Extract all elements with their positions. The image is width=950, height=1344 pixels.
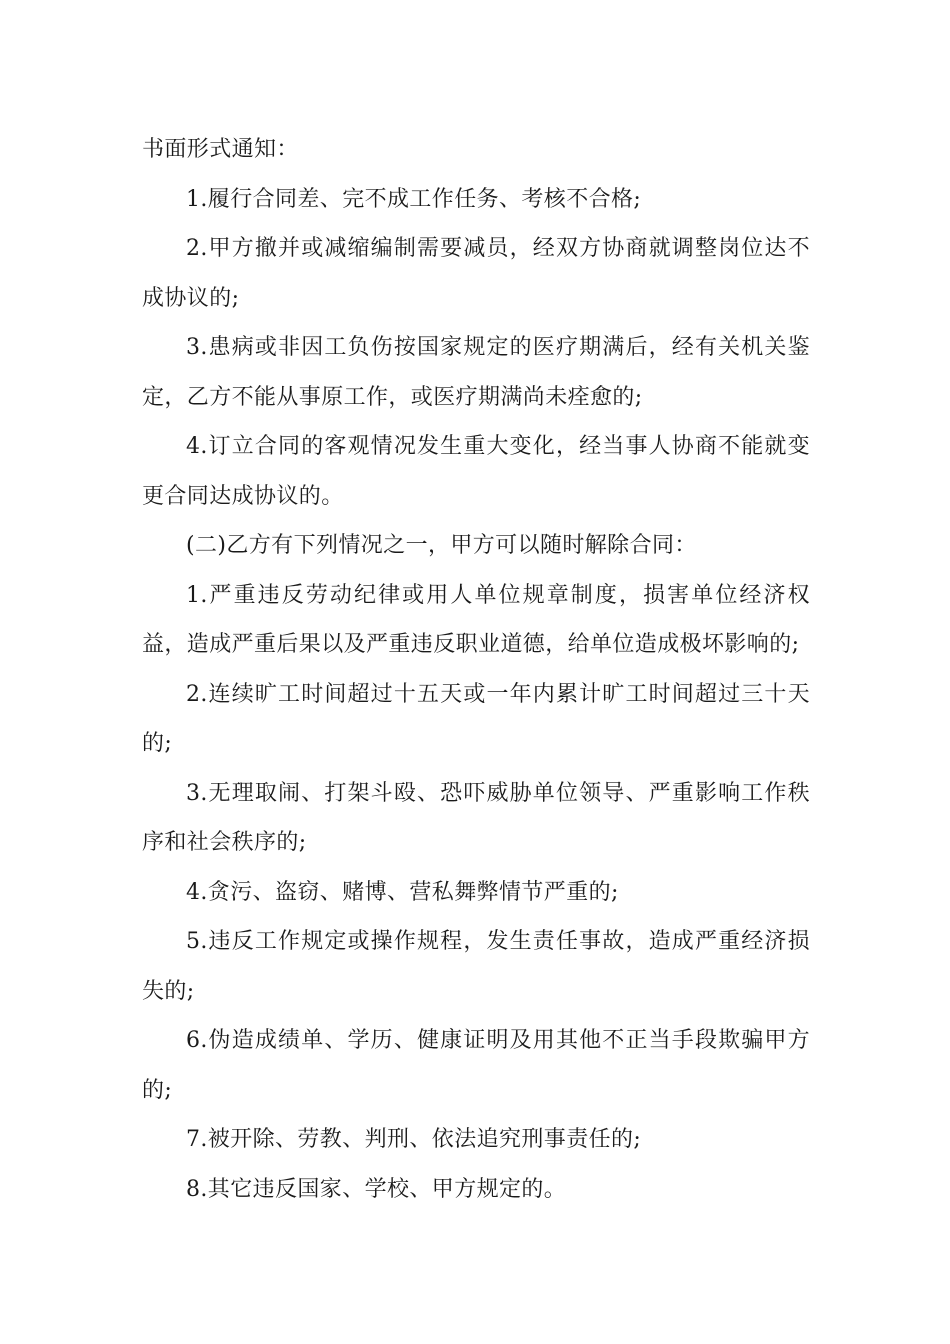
paragraph-item: 3.患病或非因工负伤按国家规定的医疗期满后，经有关机关鉴定，乙方不能从事原工作，或医疗期满尚未痊愈的; xyxy=(142,335,810,410)
paragraph-item: 5.违反工作规定或操作规程，发生责任事故，造成严重经济损失的; xyxy=(142,929,810,1004)
paragraph-item: 3.无理取闹、打架斗殴、恐吓威胁单位领导、严重影响工作秩序和社会秩序的; xyxy=(142,780,810,855)
paragraph-intro: 书面形式通知： xyxy=(142,137,299,162)
paragraph-item: 4.贪污、盗窃、赌博、营私舞弊情节严重的; xyxy=(186,879,619,905)
paragraph-item: 4.订立合同的客观情况发生重大变化，经当事人协商不能就变更合同达成协议的。 xyxy=(142,434,810,509)
document-body xyxy=(142,125,810,1214)
paragraph-item: 1.履行合同差、完不成工作任务、考核不合格; xyxy=(186,186,642,212)
paragraph-item: 2.甲方撤并或减缩编制需要减员，经双方协商就调整岗位达不成协议的; xyxy=(142,236,810,311)
paragraph-item: 1.严重违反劳动纪律或用人单位规章制度，损害单位经济权益，造成严重后果以及严重违反职业道德，给单位造成极坏影响的; xyxy=(142,582,810,657)
section-heading: (二)乙方有下列情况之一，甲方可以随时解除合同： xyxy=(186,533,697,558)
paragraph-item: 7.被开除、劳教、判刑、依法追究刑事责任的; xyxy=(186,1127,642,1152)
paragraph-item: 8.其它违反国家、学校、甲方规定的。 xyxy=(186,1176,567,1202)
paragraph-item: 6.伪造成绩单、学历、健康证明及用其他不正当手段欺骗甲方的; xyxy=(142,1028,810,1103)
paragraph-item: 2.连续旷工时间超过十五天或一年内累计旷工时间超过三十天的; xyxy=(142,681,810,756)
